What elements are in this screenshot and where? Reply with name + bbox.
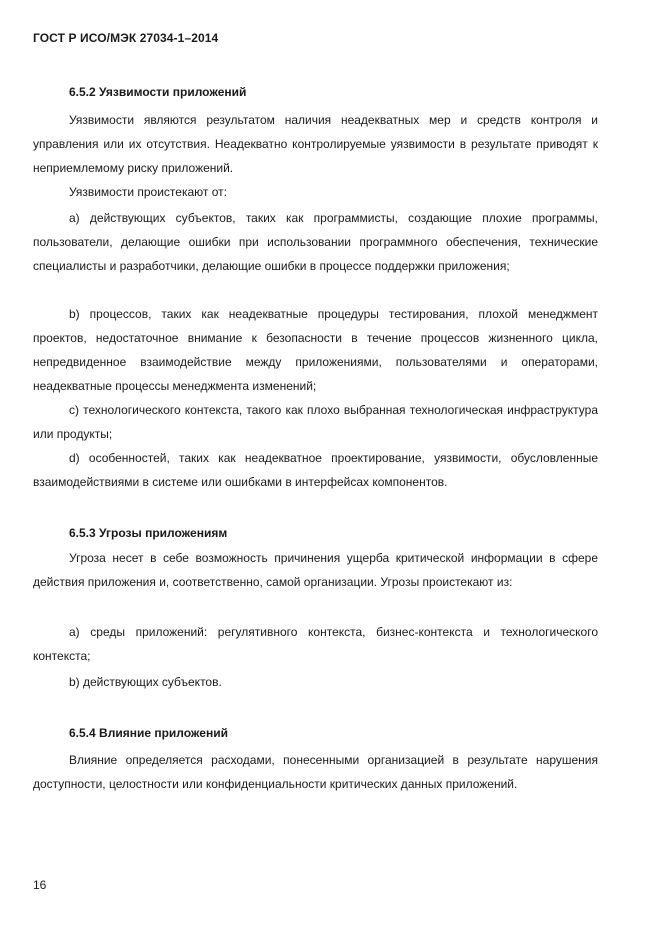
paragraph: Уязвимости проистекают от: (69, 185, 227, 199)
document-header: ГОСТ Р ИСО/МЭК 27034-1–2014 (33, 31, 219, 45)
list-item: c) технологического контекста, такого как плохо выбранная технологическая инфраструктура или продукты; (33, 403, 598, 441)
list-item: b) процессов, таких как неадекватные процедуры тестирования, плохой менеджмент проектов, недостаточное внимание к безопасности в течение процессов жизненного цикла, непредвиденное взаимодействие между приложениями, пользователями и операторами, неадекватные процессы менеджмента изменений; (33, 307, 598, 393)
paragraph: Уязвимости являются результатом наличия неадекватных мер и средств контроля и управления или их отсутствия. Неадекватно контролируемые уязвимости в результате приводят к неприемлемому риску приложений. (33, 113, 598, 175)
section-heading: 6.5.2 Уязвимости приложений (69, 85, 247, 99)
page-number: 16 (33, 878, 47, 892)
section-heading: 6.5.3 Угрозы приложениям (69, 526, 228, 540)
list-item: a) среды приложений: регулятивного контекста, бизнес-контекста и технологического контекста; (33, 625, 598, 663)
paragraph: Угроза несет в себе возможность причинения ущерба критической информации в сфере действия приложения и, соответственно, самой организации. Угрозы проистекают из: (33, 551, 598, 589)
section-heading: 6.5.4 Влияние приложений (69, 726, 228, 740)
list-item: d) особенностей, таких как неадекватное проектирование, уязвимости, обусловленные взаимодействиями в системе или ошибками в интерфейсах компонентов. (33, 451, 598, 489)
list-item: b) действующих субъектов. (69, 675, 222, 689)
paragraph: Влияние определяется расходами, понесенными организацией в результате нарушения доступности, целостности или конфиденциальности критических данных приложений. (33, 753, 598, 791)
list-item: a) действующих субъектов, таких как программисты, создающие плохие программы, пользователи, делающие ошибки при использовании программного обеспечения, технические специалисты и разработчики, делающие ошибки в процессе поддержки приложения; (33, 211, 598, 273)
